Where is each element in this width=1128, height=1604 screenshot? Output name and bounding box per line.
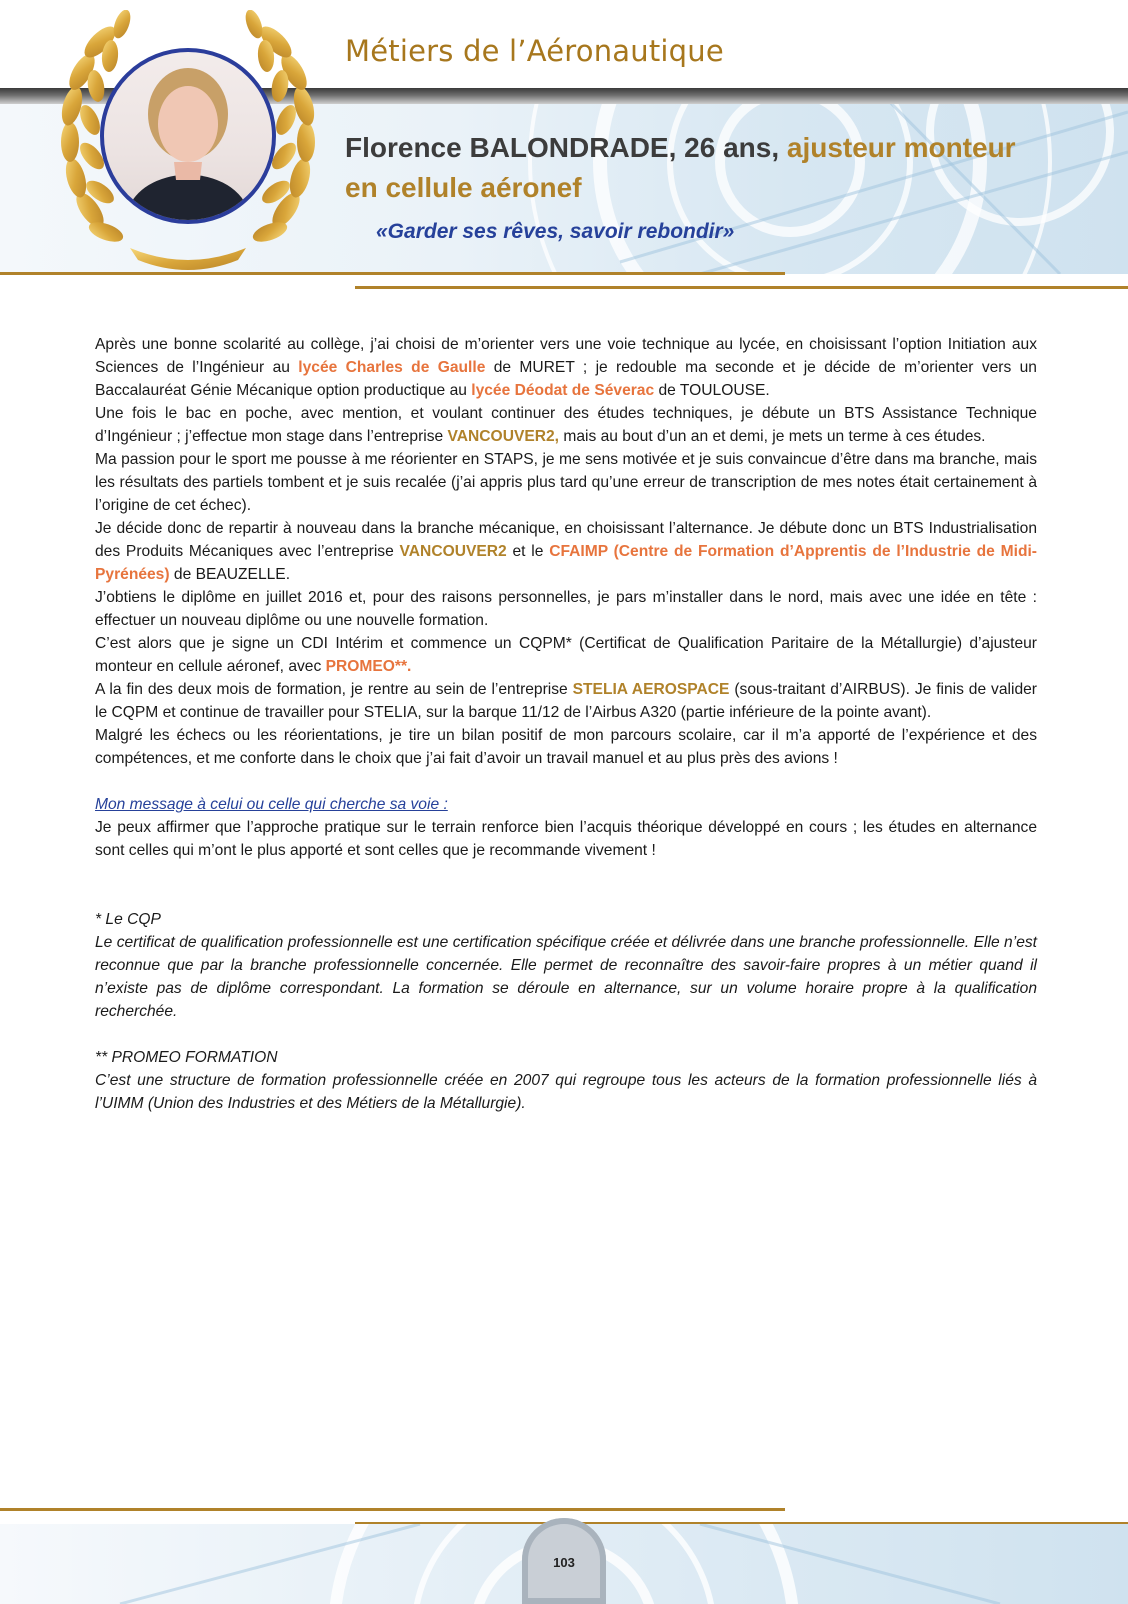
body-paragraph xyxy=(95,678,1037,724)
paragraph-text: mais au bout d’un an et demi, je mets un terme à ces études. xyxy=(559,428,986,445)
highlighted-term: VANCOUVER2 xyxy=(399,543,507,560)
paragraph-text: Je décide donc de repartir à nouveau dans la branche mécanique, en choisissant l’alternance. Je débute donc un BTS Industrialisation des Produits Mécaniques avec l’entreprise xyxy=(95,520,1037,560)
body-paragraph xyxy=(95,517,1037,586)
paragraph-text: au xyxy=(445,382,472,399)
highlighted-term: PROMEO**. xyxy=(325,658,412,675)
footnote-promeo-title: ** PROMEO FORMATION xyxy=(95,1049,278,1066)
message-heading: Mon message à celui ou celle qui cherche sa voie : xyxy=(95,796,448,813)
person-silhouette-icon xyxy=(104,52,272,220)
footnote-cqp-title: * Le CQP xyxy=(95,911,161,928)
body-paragraph xyxy=(95,724,1037,770)
highlighted-term: lycée Déodat de Séverac xyxy=(471,382,655,399)
article-body xyxy=(95,333,1037,1115)
paragraph-text: C’est alors que je signe un CDI Intérim et commence un xyxy=(95,635,519,652)
highlighted-term: Baccalauréat Génie Mécanique option productique xyxy=(95,382,446,399)
body-paragraph xyxy=(95,586,1037,632)
highlighted-term: lycée Charles de Gaulle xyxy=(298,359,486,376)
paragraph-text: A la fin des deux mois de formation, je rentre au sein de l’entreprise xyxy=(95,681,573,698)
header-divider xyxy=(355,286,1128,289)
highlighted-term: Initiation aux Sciences de l’Ingénieur xyxy=(95,336,1037,376)
body-paragraph xyxy=(95,402,1037,448)
portrait-photo xyxy=(100,48,276,224)
body-paragraph xyxy=(95,632,1037,678)
person-name-heading xyxy=(345,128,1045,208)
highlighted-term: BTS Assistance Technique d’Ingénieur xyxy=(95,405,1037,445)
paragraph-text: J’obtiens le diplôme en juillet 2016 et, pour des raisons personnelles, je pars m’installer dans le nord, mais avec une idée en tête : effectuer un nouveau diplôme ou une nouvelle formation. xyxy=(95,589,1037,629)
body-paragraph xyxy=(95,448,1037,517)
paragraph-text: de TOULOUSE. xyxy=(654,382,770,399)
motto-quote: «Garder ses rêves, savoir rebondir» xyxy=(376,220,735,243)
page-number: 103 xyxy=(553,1555,575,1570)
paragraph-text: Malgré les échecs ou les réorientations, je tire un bilan positif de mon parcours scolaire, car il m’a apporté de l’expérience et des compétences, et me conforte dans le choix que j’ai fait d’avoir un travail manuel et au plus près des avions ! xyxy=(95,727,1037,767)
paragraph-text: de MURET ; je redouble ma seconde et je décide de m’orienter vers un xyxy=(485,359,1037,376)
highlighted-term: VANCOUVER2, xyxy=(447,428,560,445)
paragraph-text: Après une bonne scolarité au collège, j’ai choisi de m’orienter vers une voie technique au lycée, en choisissant l’option xyxy=(95,336,948,353)
body-paragraph xyxy=(95,333,1037,402)
series-title: Métiers de l’Aéronautique xyxy=(345,34,724,68)
footnote-cqp-text: Le certificat de qualification professionnelle est une certification spécifique créée et délivrée dans une branche professionnelle. Elle n’est reconnue que par la branche professionnelle concernée. Elle permet de reconnaître des savoir-faire propres à un métier quand il n’existe pas de diplôme correspondant. La formation se déroule en alternance, sur un volume horaire propre à la qualification recherchée. xyxy=(95,934,1037,1020)
highlighted-term: CFAIMP (Centre de Formation d’Apprentis de l’Industrie de Midi-Pyrénées) xyxy=(95,543,1037,583)
testimony-paragraphs xyxy=(95,333,1037,770)
paragraph-text: ; j’effectue mon stage dans l’entreprise xyxy=(172,428,448,445)
paragraph-text: (sous-traitant d’AIRBUS). Je finis de valider le CQPM et continue de travailler pour STELIA, sur la barque 11/12 de l’Airbus A320 (partie inférieure de la pointe avant). xyxy=(95,681,1037,721)
highlighted-term: STELIA AEROSPACE xyxy=(572,681,730,698)
paragraph-text: Une fois le bac en poche, avec mention, et voulant continuer des études techniques, je débute un xyxy=(95,405,845,422)
header-divider xyxy=(0,272,785,275)
footer-divider xyxy=(0,1508,785,1511)
paragraph-text: au xyxy=(264,359,299,376)
person-name: Florence BALONDRADE, 26 ans, xyxy=(345,132,787,163)
paragraph-text: avec xyxy=(283,658,326,675)
message-text: Je peux affirmer que l’approche pratique sur le terrain renforce bien l’acquis théorique développé en cours ; les études en alternance sont celles qui m’ont le plus apporté et sont celles que je recommande vivement ! xyxy=(95,819,1037,859)
highlighted-term: CQPM* (Certificat de Qualification Paritaire de la Métallurgie) d’ajusteur monteur en cellule aéronef, xyxy=(95,635,1037,675)
paragraph-text: et le xyxy=(506,543,550,560)
paragraph-text: de BEAUZELLE. xyxy=(169,566,291,583)
job-title: ajusteur monteur en cellule aéronef xyxy=(345,132,1016,203)
paragraph-text: Ma passion pour le sport me pousse à me réorienter en STAPS, je me sens motivée et je suis convaincue d’être dans ma branche, mais les résultats des partiels tombent et je suis recalée (j’ai appris plus tard qu’une erreur de transcription de mes notes était certainement à l’origine de cet échec). xyxy=(95,451,1037,514)
footnote-promeo-text: C’est une structure de formation professionnelle créée en 2007 qui regroupe tous les acteurs de la formation professionnelle liés à l’UIMM (Union des Industries et des Métiers de la Métallurgie). xyxy=(95,1072,1037,1112)
